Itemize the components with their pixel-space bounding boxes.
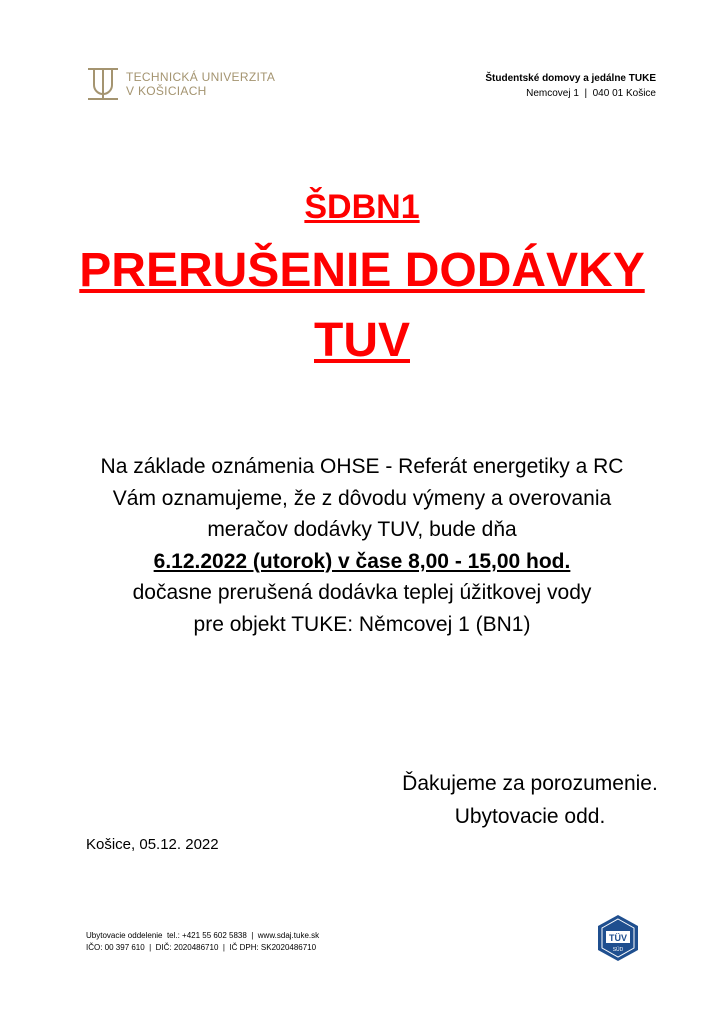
- tuv-badge-icon: [594, 914, 642, 962]
- badge-sub-text: SÜD: [612, 947, 624, 953]
- notice-line-2: Vám oznamujeme, že z dôvodu výmeny a overovania: [112, 486, 612, 510]
- logo-text: [126, 70, 275, 98]
- signature: Ubytovacie odd.: [454, 805, 606, 828]
- notice-date-time: 6.12.2022 (utorok) v čase 8,00 - 15,00 hod.: [153, 549, 571, 573]
- org-address: Nemcovej 1 | 040 01 Košice: [526, 88, 656, 99]
- org-header: [485, 71, 656, 101]
- title-tuv: TUV: [314, 314, 410, 367]
- notice-line-3: meračov dodávky TUV, bude dňa: [207, 518, 517, 541]
- badge-main-text: TÜV: [609, 933, 627, 943]
- logo-line2: V KOŠICIACH: [126, 84, 207, 98]
- notice-body: [0, 451, 724, 640]
- footer: [86, 930, 319, 954]
- title-dorm-code: ŠDBN1: [304, 188, 420, 226]
- closing: [360, 767, 700, 833]
- thanks-text: Ďakujeme za porozumenie.: [402, 772, 658, 795]
- notice-line-5: dočasne prerušená dodávka teplej úžitkovej vody: [132, 581, 592, 604]
- org-name: Študentské domovy a jedálne TUKE: [485, 73, 656, 84]
- university-logo: [86, 67, 275, 101]
- notice-line-6: pre objekt TUKE: Němcovej 1 (BN1): [193, 612, 531, 636]
- footer-ids: IČO: 00 397 610 | DIČ: 2020486710 | IČ DPH: SK2020486710: [86, 943, 317, 952]
- notice-line-1: Na základe oznámenia OHSE - Referát energetiky a RC: [100, 455, 624, 478]
- footer-contact: Ubytovacie oddelenie tel.: +421 55 602 5838 | www.sdaj.tuke.sk: [86, 931, 320, 940]
- document-date: Košice, 05.12. 2022: [86, 836, 219, 853]
- title-interruption: PRERUŠENIE DODÁVKY: [79, 244, 645, 297]
- logo-line1: TECHNICKÁ UNIVERZITA: [126, 70, 276, 84]
- tuv-certification-badge: [594, 914, 642, 967]
- tuke-logo-icon: [86, 67, 120, 101]
